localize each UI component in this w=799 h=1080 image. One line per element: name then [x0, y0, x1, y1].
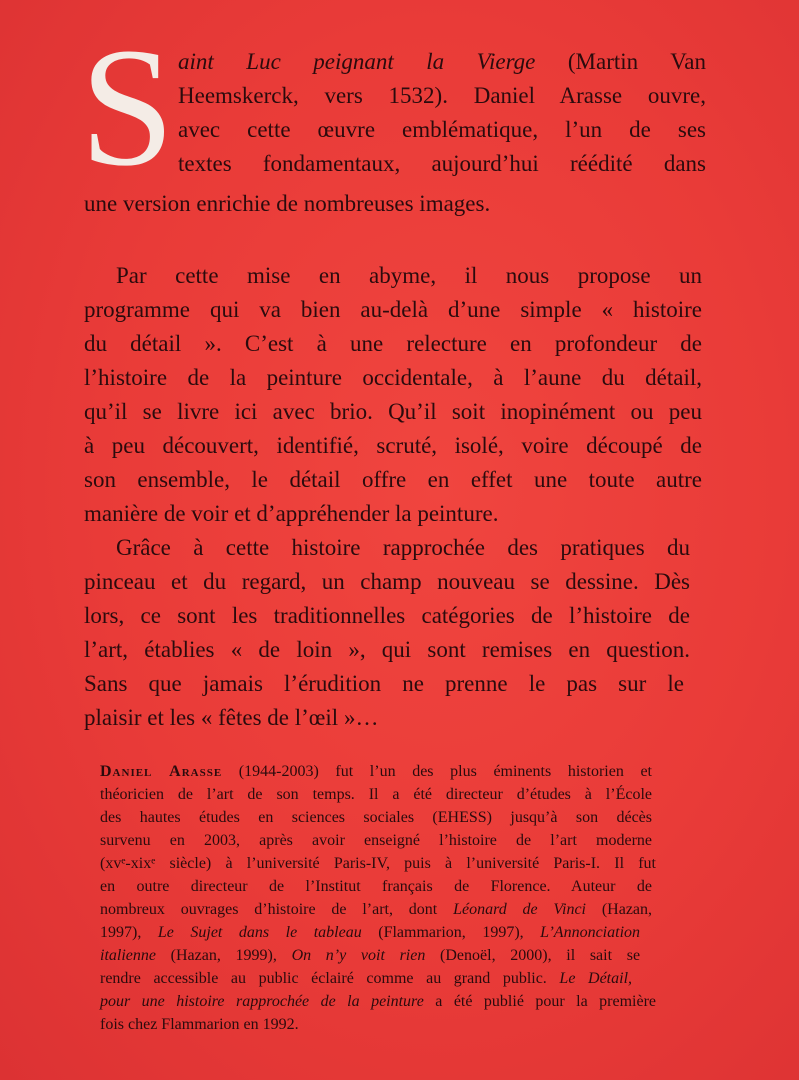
bio-line-7: nombreux ouvrages d’histoire de l’art, dont Léonard de Vinci (Hazan,	[100, 901, 653, 918]
para2-line-4: l’histoire de la peinture occidentale, à l’aune du détail,	[84, 365, 702, 390]
book-title-on-ny-voit-rien: On n’y voit rien	[291, 947, 426, 964]
para3-line-1: Grâce à cette histoire rapprochée des pratiques du	[116, 535, 690, 560]
bio-line-4: survenu en 2003, après avoir enseigné l’histoire de l’art moderne	[100, 832, 652, 849]
book-title-le-detail: Le Détail,	[559, 970, 633, 987]
bio-line-10: rendre accessible au public éclairé comme au grand public. Le Détail,	[100, 970, 633, 987]
bio-line-2: théoricien de l’art de son temps. Il a été directeur d’études à l’École	[100, 786, 652, 803]
bio-line-3: des hautes études en sciences sociales (EHESS) jusqu’à son décès	[100, 809, 652, 826]
bio-line-11: pour une histoire rapprochée de la peinture a été publié pour la première	[100, 993, 657, 1010]
author-name: Daniel Arasse	[100, 763, 223, 780]
para3-line-2: pinceau et du regard, un champ nouveau se dessine. Dès	[84, 569, 690, 594]
bio-line-9: italienne (Hazan, 1999), On n’y voit rien (Denoël, 2000), il sait se	[100, 947, 641, 964]
intro-line-5: une version enrichie de nombreuses images.	[84, 191, 491, 216]
para3-line-4: l’art, établies « de loin », qui sont remises en question.	[84, 637, 690, 662]
intro-line-2: Heemskerck, vers 1532). Daniel Arasse ouvre,	[178, 83, 706, 108]
para2-line-5: qu’il se livre ici avec brio. Qu’il soit inopinément ou peu	[84, 399, 702, 424]
bio-line-5: (xvᵉ-xixᵉ siècle) à l’université Paris-IV, puis à l’université Paris-I. Il fut	[100, 855, 656, 872]
para3-line-3: lors, ce sont les traditionnelles catégories de l’histoire de	[84, 603, 690, 628]
book-title-sujet: Le Sujet dans le tableau	[157, 924, 362, 941]
bio-line-1: Daniel Arasse (1944-2003) fut l’un des plus éminents historien et	[100, 763, 652, 780]
para2-line-6: à peu découvert, identifié, scruté, isolé, voire découpé de	[84, 433, 702, 458]
para2-line-8: manière de voir et d’appréhender la peinture.	[84, 501, 499, 526]
bio-line-6: en outre directeur de l’Institut français de Florence. Auteur de	[100, 878, 652, 895]
bio-line-8: 1997), Le Sujet dans le tableau (Flammarion, 1997), L’Annonciation	[100, 924, 641, 941]
para2-line-2: programme qui va bien au-delà d’une simple « histoire	[84, 297, 702, 322]
para3-line-6: plaisir et les « fêtes de l’œil »…	[84, 705, 379, 730]
book-title-leonard: Léonard de Vinci	[453, 901, 587, 918]
para2-line-3: du détail ». C’est à une relecture en profondeur de	[84, 331, 702, 356]
book-title-annonciation: L’Annonciation	[540, 924, 641, 941]
para2-line-7: son ensemble, le détail offre en effet une toute autre	[84, 467, 702, 492]
para2-line-1: Par cette mise en abyme, il nous propose un	[116, 263, 702, 288]
intro-line-4: textes fondamentaux, aujourd’hui réédité dans	[178, 151, 706, 176]
artwork-title: aint Luc peignant la Vierge	[178, 49, 536, 74]
para3-line-5: Sans que jamais l’érudition ne prenne le pas sur le	[84, 671, 684, 696]
drop-cap-letter: S	[80, 13, 175, 201]
intro-line-1: aint Luc peignant la Vierge (Martin Van	[178, 49, 706, 74]
intro-line-3: avec cette œuvre emblématique, l’un de ses	[178, 117, 706, 142]
bio-line-12: fois chez Flammarion en 1992.	[100, 1016, 299, 1033]
